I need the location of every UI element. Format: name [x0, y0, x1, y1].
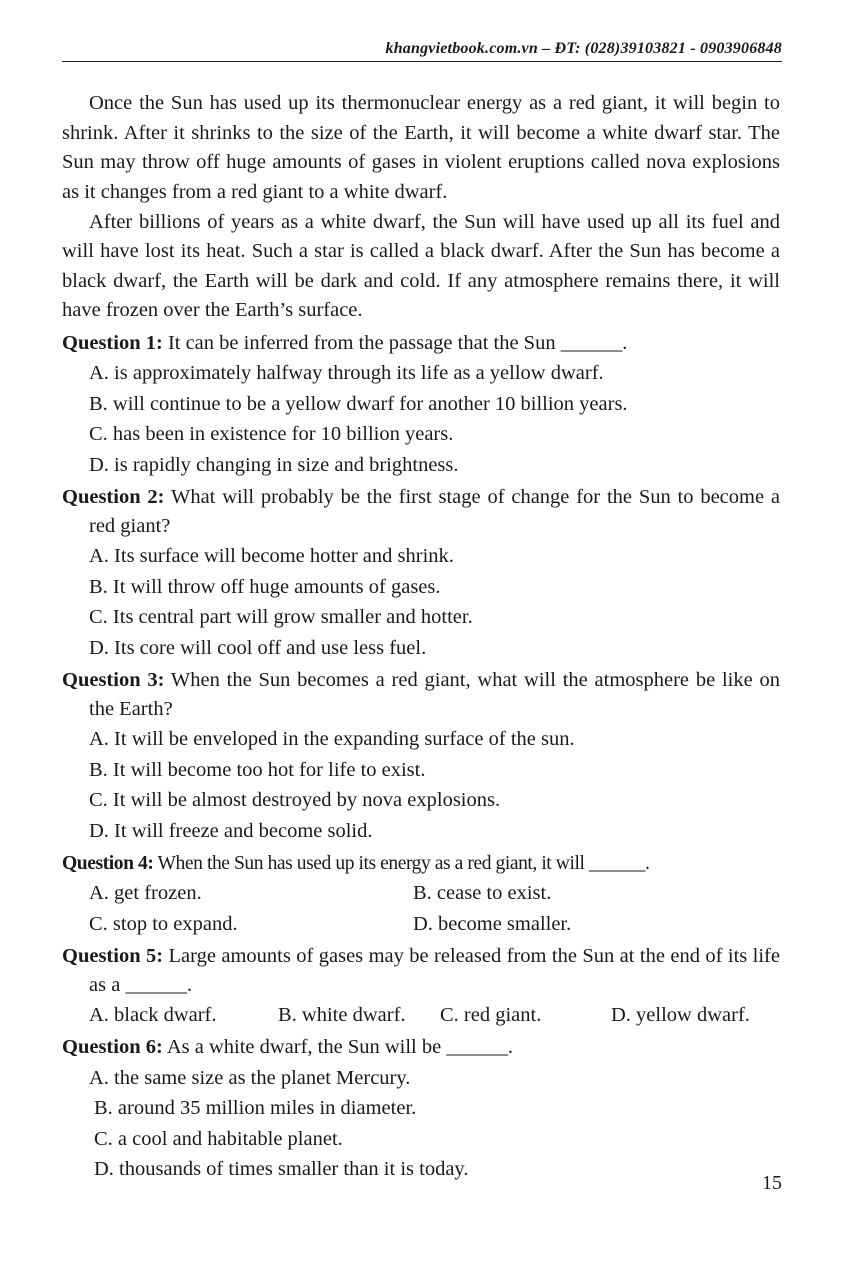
header-divider [62, 61, 782, 62]
question-3-option-c: C. It will be almost destroyed by nova explosions. [89, 789, 501, 811]
question-1-stem [62, 329, 780, 358]
question-label: Question 6: [62, 1036, 163, 1058]
question-6-option-c: C. a cool and habitable planet. [94, 1127, 343, 1150]
page-body [62, 89, 780, 1184]
question-2-option-b: B. It will throw off huge amounts of gases. [89, 575, 441, 598]
question-text: As a white dwarf, the Sun will be ______. [166, 1036, 513, 1058]
question-4-option-d: D. become smaller. [413, 912, 572, 935]
question-2-stem [62, 483, 780, 541]
question-label: Question 1: [62, 331, 163, 354]
page-header: khangvietbook.com.vn – ĐT: (028)39103821 - 0903906848 [385, 40, 782, 57]
question-label: Question 3: [62, 668, 165, 691]
question-4-options-row [89, 910, 780, 939]
question-4-stem [62, 849, 780, 878]
question-text: Large amounts of gases may be released from the Sun at the end of its life as a ______. [89, 944, 780, 996]
question-4-option-b: B. cease to exist. [413, 882, 552, 904]
question-5-option-b: B. white dwarf. [278, 1004, 406, 1026]
question-2-option-a: A. Its surface will become hotter and shrink. [89, 545, 454, 567]
question-1-option-a: A. is approximately halfway through its life as a yellow dwarf. [89, 362, 604, 384]
question-3-option-d: D. It will freeze and become solid. [89, 819, 373, 842]
question-6-stem [62, 1033, 780, 1062]
question-text: When the Sun has used up its energy as a red giant, it will ______. [157, 852, 650, 874]
question-5-option-d: D. yellow dwarf. [611, 1004, 750, 1026]
question-label: Question 5: [62, 944, 164, 967]
question-2-option-c: C. Its central part will grow smaller and hotter. [89, 606, 473, 628]
question-2-option-d: D. Its core will cool off and use less fuel. [89, 636, 427, 659]
question-3-option-b: B. It will become too hot for life to exist. [89, 758, 426, 781]
question-1-option-b: B. will continue to be a yellow dwarf for another 10 billion years. [89, 392, 628, 415]
question-6-option-d: D. thousands of times smaller than it is today. [94, 1158, 469, 1180]
question-4-option-a: A. get frozen. [89, 882, 202, 904]
passage-paragraph: Once the Sun has used up its thermonuclear energy as a red giant, it will begin to shrink. After it shrinks to the size of the Earth, it will become a white dwarf star. The Sun may throw off huge amounts of gases in violent eruptions called nova explosions as it changes from a red giant to a white dwarf. [62, 92, 780, 203]
question-6-option-a: A. the same size as the planet Mercury. [89, 1066, 411, 1089]
question-label: Question 2: [62, 485, 165, 508]
question-4-options-row [89, 879, 780, 908]
question-5-options-row [89, 1001, 780, 1030]
question-text: What will probably be the first stage of change for the Sun to become a red giant? [89, 485, 780, 537]
question-1-option-d: D. is rapidly changing in size and brightness. [89, 453, 459, 476]
question-5-option-c: C. red giant. [440, 1004, 542, 1026]
page-number: 15 [762, 1172, 782, 1194]
question-3-stem [62, 666, 780, 724]
question-text: It can be inferred from the passage that the Sun ______. [167, 331, 628, 354]
question-4-option-c: C. stop to expand. [89, 912, 238, 935]
question-label: Question 4: [62, 852, 154, 874]
question-6-option-b: B. around 35 million miles in diameter. [94, 1097, 417, 1119]
question-5-stem [62, 942, 780, 1000]
question-1-option-c: C. has been in existence for 10 billion years. [89, 423, 454, 445]
question-text: When the Sun becomes a red giant, what will the atmosphere be like on the Earth? [89, 668, 780, 720]
question-3-option-a: A. It will be enveloped in the expanding surface of the sun. [89, 728, 575, 750]
question-5-option-a: A. black dwarf. [89, 1004, 217, 1026]
passage-paragraph: After billions of years as a white dwarf, the Sun will have used up all its fuel and will have lost its heat. Such a star is called a black dwarf. After the Sun has become a black dwarf, the Earth will be dark and cold. If any atmosphere remains there, it will have frozen over the Earth’s surface. [62, 210, 780, 321]
